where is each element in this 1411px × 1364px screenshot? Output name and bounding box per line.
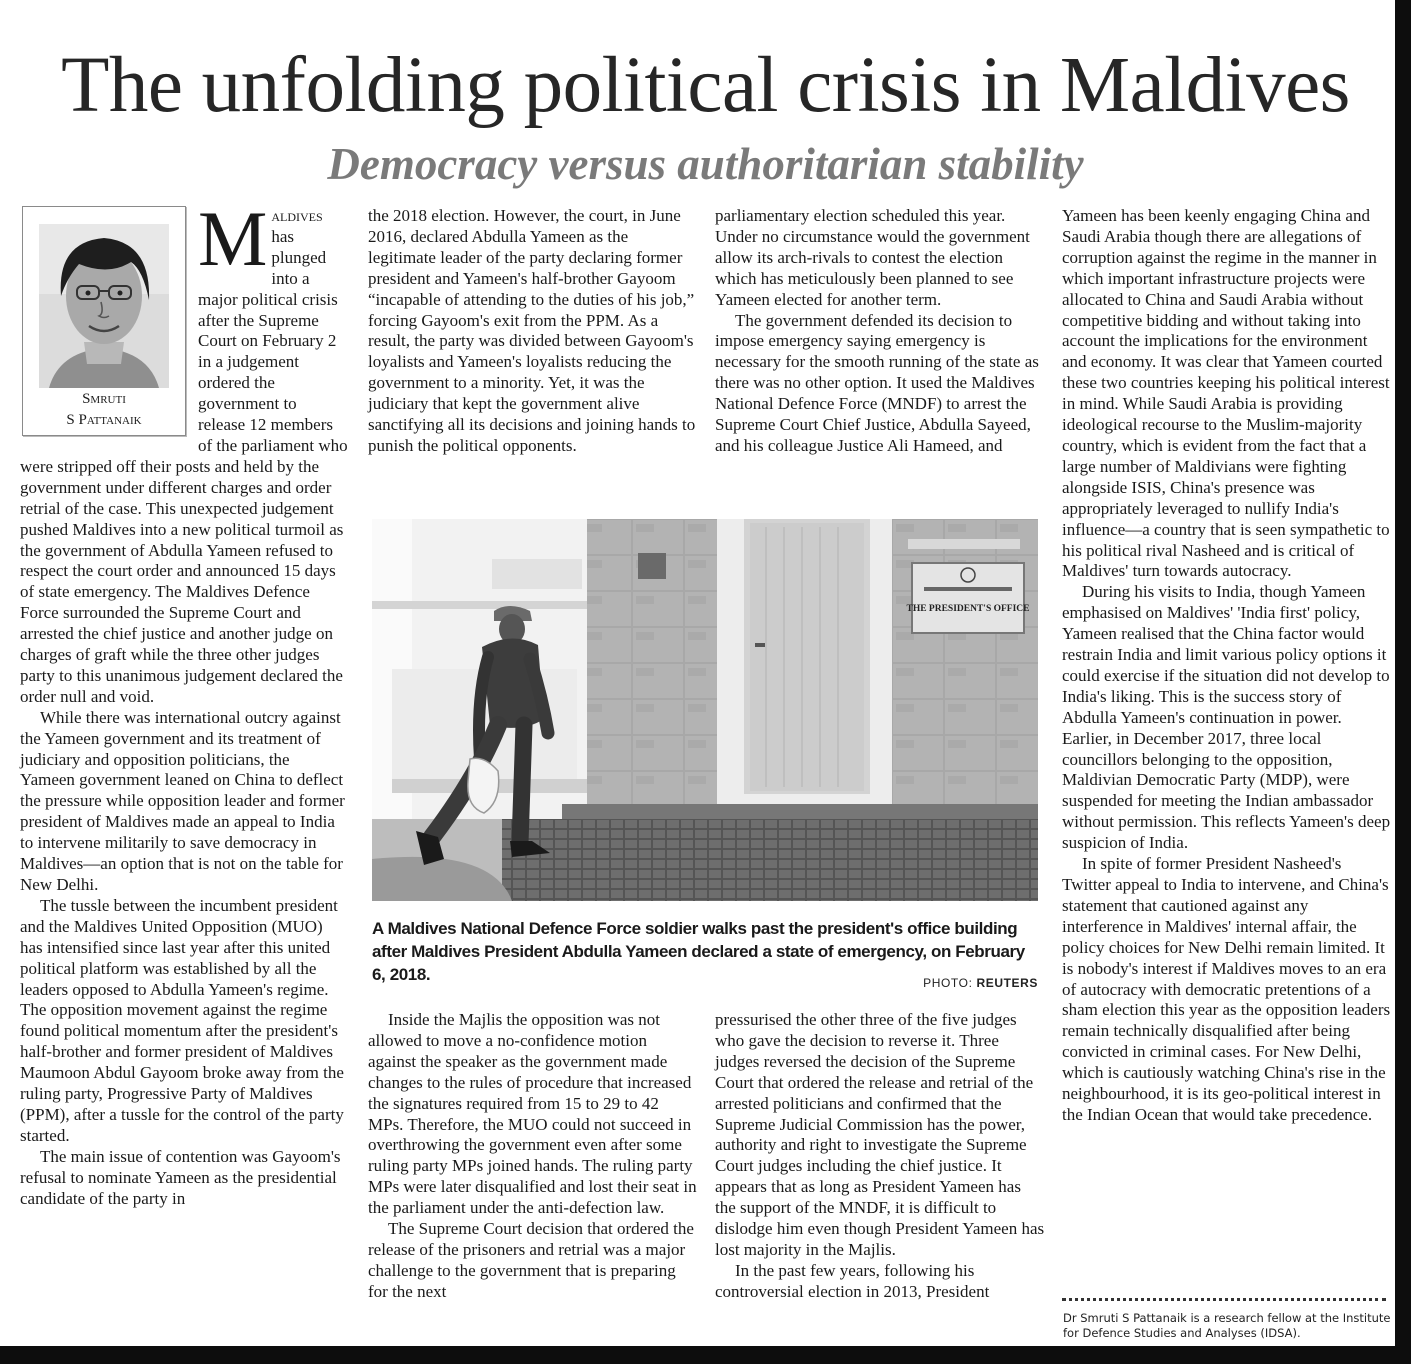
photo-caption: A Maldives National Defence Force soldier walks past the president's office building after Maldives President Abdulla Yameen declared a state of emergency, on February 6, 2018.	[372, 919, 1025, 984]
column-2-top	[368, 206, 698, 457]
column-3-top	[715, 206, 1045, 457]
photo-credit-label: PHOTO:	[923, 976, 973, 990]
scan-edge-right	[1395, 0, 1411, 1364]
column-1	[20, 195, 348, 1210]
article-paragraph: During his visits to India, though Yameen emphasised on Maldives' 'India first' policy, Yameen realised that the China factor would restrain India and limit various policy options it could exercise if the situation did not develop to India's liking. This is the success story of Abdulla Yameen's continuation in power. Earlier, in December 2017, three local councillors belonging to the opposition, Maldivian Democratic Party (MDP), were suspended for meeting the Indian ambassador without permission. This reflects Yameen's deep suspicion of India.	[1062, 582, 1391, 853]
lead-in-caps: aldives	[271, 206, 323, 225]
president-office-sign: THE PRESIDENT'S OFFICE	[906, 604, 1030, 614]
article-paragraph: The government defended its decision to impose emergency saying emergency is necessary for the smooth running of the state as there was no other option. It used the Maldives National Defence Force (MNDF) to arrest the Supreme Court Chief Justice, Abdulla Sayeed, and his colleague Justice Ali Hameed, and	[715, 310, 1039, 455]
column-2-bottom	[368, 1010, 698, 1303]
soldier-photo-illustration	[372, 519, 1038, 901]
dotted-divider	[1062, 1298, 1386, 1301]
author-name	[23, 389, 185, 431]
author-name-last: S Pattanaik	[66, 412, 142, 428]
author-box	[22, 206, 186, 436]
column-4	[1062, 206, 1392, 1126]
article-paragraph: While there was international outcry against the Yameen government and its treatment of judiciary and opposition politicians, the Yameen government leaned on China to deflect the pressure while opposition leader and former president of Maldives made an appeal to India to intervene militarily to save democracy in Maldives—an option that is not on the table for New Delhi.	[20, 707, 345, 894]
article-paragraph: The Supreme Court decision that ordered the release of the prisoners and retrial was a major challenge to the government that is preparing for the next	[368, 1219, 694, 1301]
article-paragraph: In the past few years, following his controversial election in 2013, President	[715, 1260, 990, 1301]
article-paragraph: The tussle between the incumbent president and the Maldives United Opposition (MUO) has intensified since last year after this united political platform was established by all the leaders opposed to Abdulla Yameen's regime. The opposition movement against the regime found political momentum after the president's half-brother and former president of Maldives Maumoon Abdul Gayoom broke away from the ruling party, Progressive Party of Maldives (PPM), after a tussle for the control of the party started.	[20, 895, 344, 1145]
scan-edge-bottom	[0, 1346, 1411, 1364]
photo-credit	[860, 976, 1038, 990]
article-paragraph: Yameen has been keenly engaging China and Saudi Arabia though there are allegations of corruption against the regime in the manner in which important infrastructure projects were allocated to China and Saudi Arabia without competitive bidding and without taking into account the implications for the environment and economy. It was clear that Yameen courted these two countries keeping his political interest in mind. While Saudi Arabia is providing ideological recourse to the Muslim-majority country, which is evident from the fact that a large number of Maldivians were fighting alongside ISIS, China's presence was appropriately leveraged to nullify India's influence—a country that is seen sympathetic to his political rival Nasheed and is critical of Maldives' turn towards autocracy.	[1062, 206, 1390, 581]
article-paragraph: parliamentary election scheduled this year. Under no circumstance would the government allow its arch-rivals to contest the election which has meticulously been planned to see Yameen elected for another term.	[715, 206, 1030, 309]
article-paragraph: In spite of former President Nasheed's Twitter appeal to India to intervene, and China's statement that cautioned against any interference in Maldives' internal affair, the policy choices for New Delhi remain limited. It is nobody's interest if Maldives moves to an era of autocracy with democratic pretentions of a sham election this year as the opposition leaders remain technically disqualified after being convicted in criminal cases. For New Delhi, which is cautiously watching China's rise in the neighbourhood, it is its geo-political interest in the Indian Ocean that would take precedence.	[1062, 854, 1391, 1124]
article-paragraph: The main issue of contention was Gayoom's refusal to nominate Yameen as the presidential candidate of the party in	[20, 1146, 341, 1208]
subheadline: Democracy versus authoritarian stability	[327, 139, 1084, 189]
headline: The unfolding political crisis in Maldives	[61, 42, 1350, 129]
paragraph-text: has plunged into a major political crisis after the Supreme Court on February 2 in a judgement ordered the government to release 12 members of the parliament who were stripped off their posts and held by the government under different charges and order retrial of the case. This unexpected judgement pushed Maldives into a new political turmoil as the government of Abdulla Yameen refused to respect the court order and announced 15 days of state emergency. The Maldives Defence Force surrounded the Supreme Court and arrested the chief justice and another judge on charges of graft while the three other judges party to this unanimous judgement declared the order null and void.	[20, 226, 348, 706]
author-bio: Dr Smruti S Pattanaik is a research fellow at the Institute for Defence Studies and Analyses (IDSA).	[1063, 1311, 1391, 1340]
article-paragraph: the 2018 election. However, the court, in June 2016, declared Abdulla Yameen as the legitimate leader of the party declaring former president and Yameen's half-brother Gayoom “incapable of attending to the duties of his job,” forcing Gayoom's exit from the PPM. As a result, the party was divided between Gayoom's loyalists and Yameen's loyalists reducing the government to a minority. Yet, it was the judiciary that kept the government alive sanctifying all its decisions and joining hands to punish the political opponents.	[368, 206, 696, 455]
author-name-first: Smruti	[82, 391, 126, 407]
article-paragraph: Inside the Majlis the opposition was not allowed to move a no-confidence motion against the speaker as the government made changes to the rules of procedure that increased the signatures required from 15 to 29 to 42 MPs. Therefore, the MUO could not succeed in overthrowing the government even after some ruling party MPs joined hands. The ruling party MPs were later disqualified and lost their seat in the parliament under the anti-defection law.	[368, 1010, 697, 1218]
article-paragraph: pressurised the other three of the five judges who gave the decision to reverse it. Three judges reversed the decision of the Supreme Court that ordered the release and retrial of the arrested politicians and confirmed that the Supreme Judicial Commission has the power, authority and right to investigate the Supreme Court judges including the chief justice. It appears that as long as President Yameen has the support of the MNDF, it is difficult to dislodge him even though President Yameen has lost majority in the Majlis.	[715, 1010, 1045, 1259]
author-portrait	[39, 224, 169, 388]
column-3-bottom	[715, 1010, 1045, 1303]
news-photo	[372, 519, 1038, 901]
author-photo	[39, 224, 169, 388]
photo-credit-source: REUTERS	[976, 976, 1038, 990]
drop-cap: M	[198, 195, 268, 282]
